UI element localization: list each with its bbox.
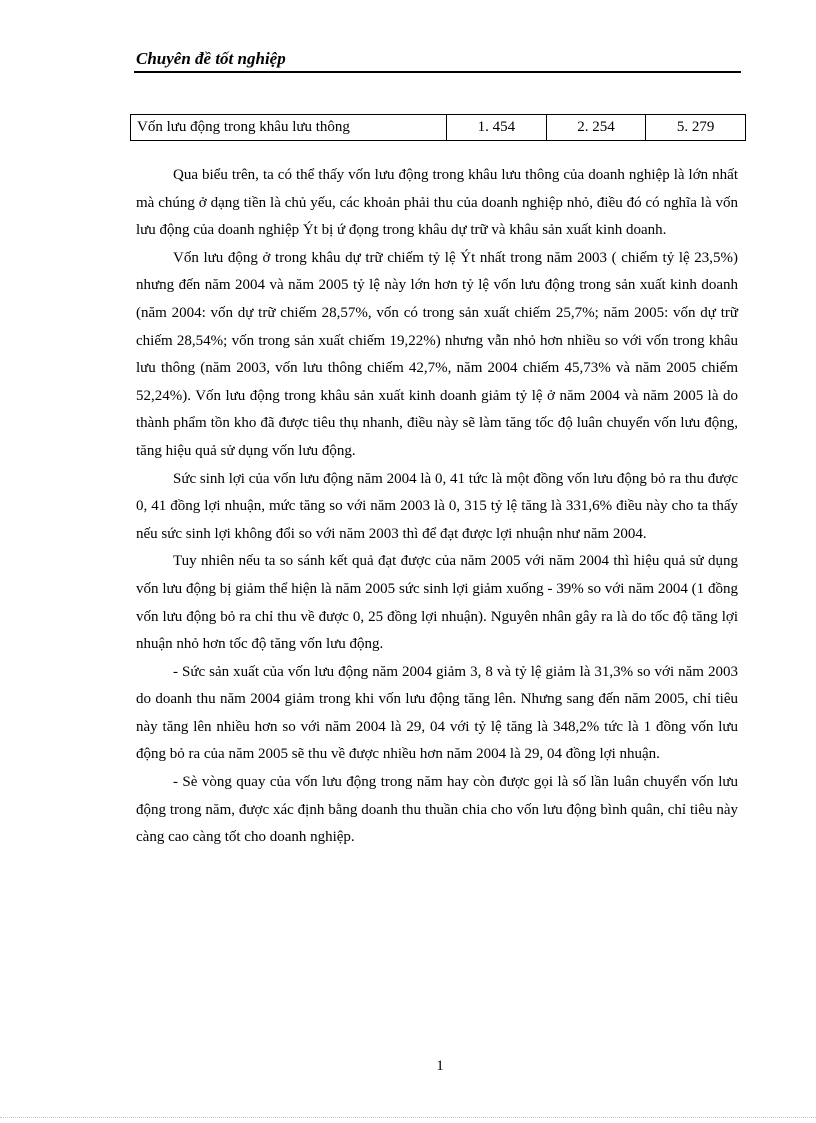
table-row (131, 115, 746, 141)
paragraph: - Sè vòng quay của vốn lưu động trong năm hay còn được gọi là số lần luân chuyển vốn lưu động trong năm, được xác định bằng doanh thu thuần chia cho vốn lưu động bình quân, chỉ tiêu này càng cao càng tốt cho doanh nghiệp. (136, 774, 738, 846)
header-title: Chuyên đề tốt nghiệp (136, 49, 286, 68)
body-text (136, 162, 738, 852)
paragraph: Qua biểu trên, ta có thể thấy vốn lưu động trong khâu lưu thông của doanh nghiệp là lớn nhất mà chúng ở dạng tiền là chủ yếu, các khoản phải thu của doanh nghiệp nhỏ, điều đó có nghĩa là vốn lưu động của doanh nghiệp Ýt bị ứ đọng trong khâu dự trữ và khâu sản xuất kinh doanh. (136, 167, 738, 239)
paragraph: Tuy nhiên nếu ta so sánh kết quả đạt được của năm 2005 với năm 2004 thì hiệu quả sử dụng vốn lưu động bị giảm thể hiện là năm 2005 sức sinh lợi giảm xuống - 39% so với năm 2004 (1 đồng vốn lưu động bỏ ra chỉ thu về được 0, 25 đồng lợi nhuận). Nguyên nhân gây ra là do tốc độ tăng lợi nhuận nhỏ hơn tốc độ tăng vốn lưu động. (136, 553, 738, 653)
page-bottom-divider (0, 1117, 816, 1118)
paragraph: - Sức sản xuất của vốn lưu động năm 2004 giảm 3, 8 và tỷ lệ giảm là 31,3% so với năm 2003 do doanh thu năm 2004 giảm trong khi vốn lưu động tăng lên. Nhưng sang đến năm 2005, chỉ tiêu này tăng lên nhiều hơn so với năm 2004 là 29, 04 với tỷ lệ tăng là 348,2% tức là 1 đồng vốn lưu động bỏ ra của năm 2005 sẽ thu về được nhiều hơn năm 2004 là 29, 04 đồng lợi nhuận. (136, 663, 738, 763)
paragraph: Sức sinh lợi của vốn lưu động năm 2004 là 0, 41 tức là một đồng vốn lưu động bỏ ra thu được 0, 41 đồng lợi nhuận, mức tăng so với năm 2003 là 0, 315 tỷ lệ tăng là 331,6% điều này cho ta thấy nếu sức sinh lợi không đổi so với năm 2003 thì để đạt được lợi nhuận như năm 2004. (136, 470, 738, 542)
table-cell-2003: 1. 454 (447, 115, 547, 141)
paragraph: Vốn lưu động ở trong khâu dự trữ chiếm tỷ lệ Ýt nhất trong năm 2003 ( chiếm tỷ lệ 23,5%) nhưng đến năm 2004 và năm 2005 tỷ lệ này lớn hơn tỷ lệ vốn lưu động trong sản xuất kinh doanh (năm 2004: vốn dự trữ chiếm 28,57%, vốn có trong sản xuất chiếm 25,7%; năm 2005: vốn dự trữ chiếm 28,54%; vốn trong sản xuất chiếm 19,22%) nhưng vẫn nhỏ hơn nhiều so với vốn trong khâu lưu thông (năm 2003, vốn lưu thông chiếm 42,7%, năm 2004 chiếm 45,73% và năm 2005 chiếm 52,24%). Vốn lưu động trong khâu sản xuất kinh doanh giảm tỷ lệ ở năm 2004 và năm 2005 là do thành phẩm tồn kho đã được tiêu thụ nhanh, điều này sẽ làm tăng tốc độ luân chuyển vốn lưu động, tăng hiệu quả sử dụng vốn lưu động. (136, 249, 738, 459)
table-cell-label: Vốn lưu động trong khâu lưu thông (131, 115, 447, 141)
table-cell-2004: 2. 254 (546, 115, 646, 141)
page-number: 1 (436, 1058, 444, 1074)
table-cell-2005: 5. 279 (646, 115, 746, 141)
data-table (130, 114, 746, 141)
header-rule (134, 71, 741, 73)
